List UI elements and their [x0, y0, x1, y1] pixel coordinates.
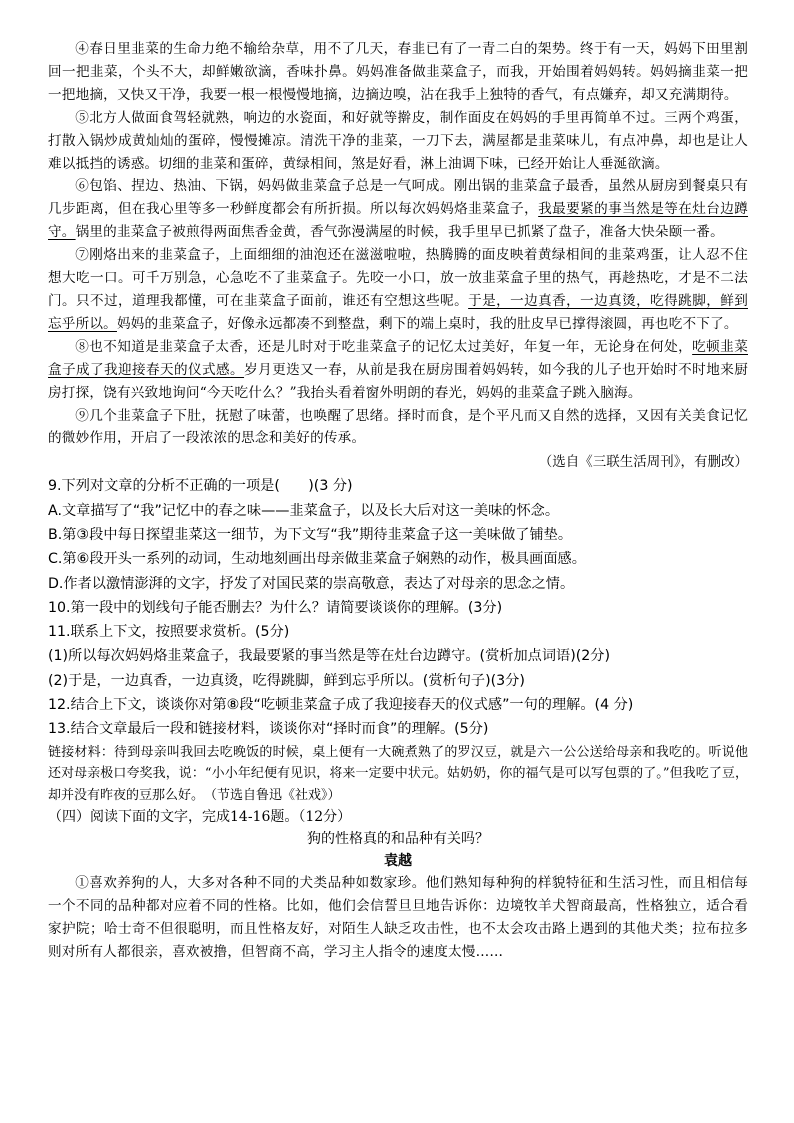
p6-text-b: 锅里的韭菜盒子被煎得两面焦香金黄，香气弥漫满屋的时候，我手里早已抓紧了盘子，准备大快朵颐一番。	[75, 224, 724, 241]
question-9-option-c: C.第⑥段开头一系列的动词，生动地刻画出母亲做韭菜盒子娴熟的动作，极具画面感。	[48, 551, 586, 568]
section-4-heading: （四）阅读下面的文字，完成14-16题。（12分）	[48, 809, 352, 826]
question-11: 11.联系上下文，按照要求赏析。(5分)	[48, 624, 290, 641]
passage-paragraph-9: ⑨几个韭菜盒子下肚，抚慰了味蕾，也唤醒了思绪。择时而食，是个平凡而又自然的选择，又因有关美食记忆的微妙作用，开启了一段浓浓的思念和美好的传承。	[48, 407, 748, 447]
passage-source: （选自《三联生活周刊》，有删改）	[538, 454, 748, 471]
question-9-option-a: A.文章描写了“我”记忆中的春之味——韭菜盒子，以及长大后对这一美味的怀念。	[48, 502, 560, 519]
p8-underlined-sentence: 吃顿韭菜盒子成了我迎接春天的仪式感。	[48, 338, 748, 378]
question-9: 9.下列对文章的分析不正确的一项是( )(3 分)	[48, 478, 353, 495]
question-12: 12.结合上下文，谈谈你对第⑧段“吃顿韭菜盒子成了我迎接春天的仪式感”一句的理解。(4 分)	[48, 696, 634, 713]
passage-paragraph-6	[48, 175, 748, 244]
exam-page	[48, 38, 748, 964]
article-title: 狗的性格真的和品种有关吗？	[307, 831, 489, 848]
passage-paragraph-5: ⑤北方人做面食驾轻就熟，响边的水瓷面，和好就等擀皮，制作面皮在妈妈的手里再简单不过。三两个鸡蛋，打散入锅炒成黄灿灿的蛋碎，慢慢摊凉。清洗干净的韭菜，一刀下去，满屋都是韭菜味儿，有点冲鼻，却也是让人难以抵挡的诱惑。切细的韭菜和蛋碎，黄绿相间，煞是好看，淋上油调下味，已经开始让人垂涎欲滴。	[48, 109, 748, 172]
question-11-part-1: (1)所以每次妈妈烙韭菜盒子，我最要紧的事当然是等在灶台边蹲守。(赏析加点词语)(2分)	[48, 648, 611, 665]
question-9-option-b: B.第③段中每日探望韭菜这一细节，为下文写“我”期待韭菜盒子这一美味做了铺垫。	[48, 526, 573, 543]
p7-text-b: 妈妈的韭菜盒子，好像永远都凑不到整盘，剩下的端上桌时，我的肚皮早已撑得滚圆，再也吃不下了。	[116, 315, 738, 332]
question-11-part-2: (2)于是，一边真香，一边真烫，吃得跳脚，鲜到忘乎所以。(赏析句子)(3分)	[48, 672, 525, 689]
p6-underlined-sentence: 我最要紧的事当然是等在灶台边蹲守。	[48, 201, 749, 241]
passage-paragraph-4: ④春日里韭菜的生命力绝不输给杂草，用不了几天，春韭已有了一青二白的架势。终于有一天，妈妈下田里割回一把韭菜，个头不大，却鲜嫩欲滴，香味扑鼻。妈妈准备做韭菜盒子，而我，开始围着妈妈转。妈妈摘韭菜一把一把地摘，又快又干净，我要一根一根慢慢地摘，边摘边嗅，沾在我手上独特的香气，有点嫌弃，却又充满期待。	[48, 41, 748, 103]
p7-underlined-sentence: 于是，一边真香，一边真烫，吃得跳脚，鲜到忘乎所以。	[48, 292, 748, 332]
link-material: 链接材料：待到母亲叫我回去吃晚饭的时候，桌上便有一大碗煮熟了的罗汉豆，就是六一公公送给母亲和我吃的。听说他还对母亲极口夸奖我，说：“小小年纪便有见识，将来一定要中状元。姑奶奶，你的福气是可以写包票的了。”但我吃了豆，却并没有昨夜的豆那么好。 （节选自鲁迅《社戏》）	[48, 744, 748, 803]
p8-text-a: ⑧也不知道是韭菜盒子太香，还是儿时对于吃韭菜盒子的记忆太过美好，年复一年，无论身在何处，	[75, 338, 693, 355]
question-13: 13.结合文章最后一段和链接材料，谈谈你对“择时而食”的理解。(5分)	[48, 721, 489, 738]
article-paragraph-1: ①喜欢养狗的人，大多对各种不同的犬类品种如数家珍。他们熟知每种狗的样貌特征和生活习性，而且相信每一个不同的品种都对应着不同的性格。比如，他们会信誓旦旦地告诉你：边境牧羊犬智商最高，性格独立，适合看家护院；哈士奇不但很聪明，而且性格友好，对陌生人缺乏攻击性，也不太会攻击路上遇到的其他犬类；拉布拉多则对所有人都很亲，喜欢被撸，但智商不高，学习主人指令的速度太慢……	[48, 875, 748, 960]
passage-paragraph-7	[48, 244, 748, 336]
question-9-option-d: D.作者以激情澎湃的文字，抒发了对国民菜的崇高敬意，表达了对母亲的思念之情。	[48, 575, 575, 592]
question-10: 10.第一段中的划线句子能否删去？为什么？请简要谈谈你的理解。(3分)	[48, 599, 503, 616]
passage-paragraph-8	[48, 336, 748, 405]
p6-text-a: ⑥包馅、捏边、热油、下锅，妈妈做韭菜盒子总是一气呵成。刚出锅的韭菜盒子最香，虽然从厨房到餐桌只有几步距离，但在我心里等多一秒鲜度都会有所折损。所以每次妈妈烙韭菜盒子，	[48, 178, 748, 218]
article-author: 袁越	[384, 853, 412, 870]
p7-text-a: ⑦刚烙出来的韭菜盒子，上面细细的油泡还在滋滋啦啦，热腾腾的面皮映着黄绿相间的韭菜鸡蛋，让人忍不住想大吃一口。可千万别急，心急吃不了韭菜盒子。先咬一小口，放一放韭菜盒子里的热气，再趁热吃，才是不二法门。只不过，道理我都懂，可在韭菜盒子面前，谁还有空想这些呢。	[48, 247, 748, 309]
p8-text-b: 岁月更迭又一春，从前是我在厨房围着妈妈转，如今我的儿子也开始时不时地来厨房打探，饶有兴致地询问“今天吃什么？”我抬头看着窗外明朗的春光，妈妈的韭菜盒子跳入脑海。	[48, 361, 748, 401]
